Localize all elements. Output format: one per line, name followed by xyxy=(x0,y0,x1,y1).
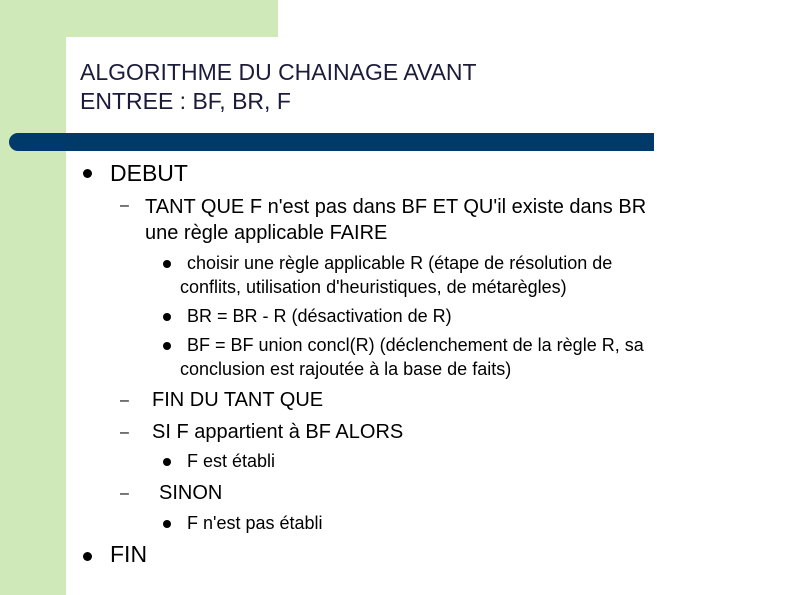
slide-title xyxy=(80,58,477,116)
dash-icon: – xyxy=(120,392,129,409)
f-pas-etabli-text: F n'est pas établi xyxy=(187,513,323,533)
debut-text: DEBUT xyxy=(110,160,188,186)
bullet-icon xyxy=(83,169,92,178)
bullet-icon xyxy=(163,260,171,268)
si-text: SI F appartient à BF ALORS xyxy=(152,421,404,443)
sinon-text: SINON xyxy=(159,482,223,504)
br-update-text: BR = BR - R (désactivation de R) xyxy=(187,306,452,326)
choisir-line-2: conflits, utilisation d'heuristiques, de métarègles) xyxy=(180,277,567,297)
dash-icon: – xyxy=(120,485,129,502)
tant-que-line-2: une règle applicable FAIRE xyxy=(145,222,388,244)
dash-icon: – xyxy=(120,424,129,441)
fin-text: FIN xyxy=(110,541,148,567)
bullet-icon xyxy=(163,520,171,528)
title-rule xyxy=(18,133,654,151)
bullet-icon xyxy=(163,313,171,321)
f-etabli-text: F est établi xyxy=(187,451,276,471)
title-line-1: ALGORITHME DU CHAINAGE AVANT xyxy=(80,59,477,85)
bullet-icon xyxy=(83,552,92,561)
bf-update-line-2: conclusion est rajoutée à la base de faits) xyxy=(180,359,512,379)
bullet-icon xyxy=(163,458,171,466)
choisir-line-1: choisir une règle applicable R (étape de résolution de xyxy=(187,253,613,273)
bullet-icon xyxy=(163,342,171,350)
fin-tant-que-text: FIN DU TANT QUE xyxy=(152,389,324,411)
dash-icon: – xyxy=(120,197,129,214)
title-line-2: ENTREE : BF, BR, F xyxy=(80,88,291,114)
bf-update-line-1: BF = BF union concl(R) (déclenchement de la règle R, sa xyxy=(187,335,644,355)
tant-que-line-1: TANT QUE F n'est pas dans BF ET QU'il existe dans BR xyxy=(145,196,647,218)
